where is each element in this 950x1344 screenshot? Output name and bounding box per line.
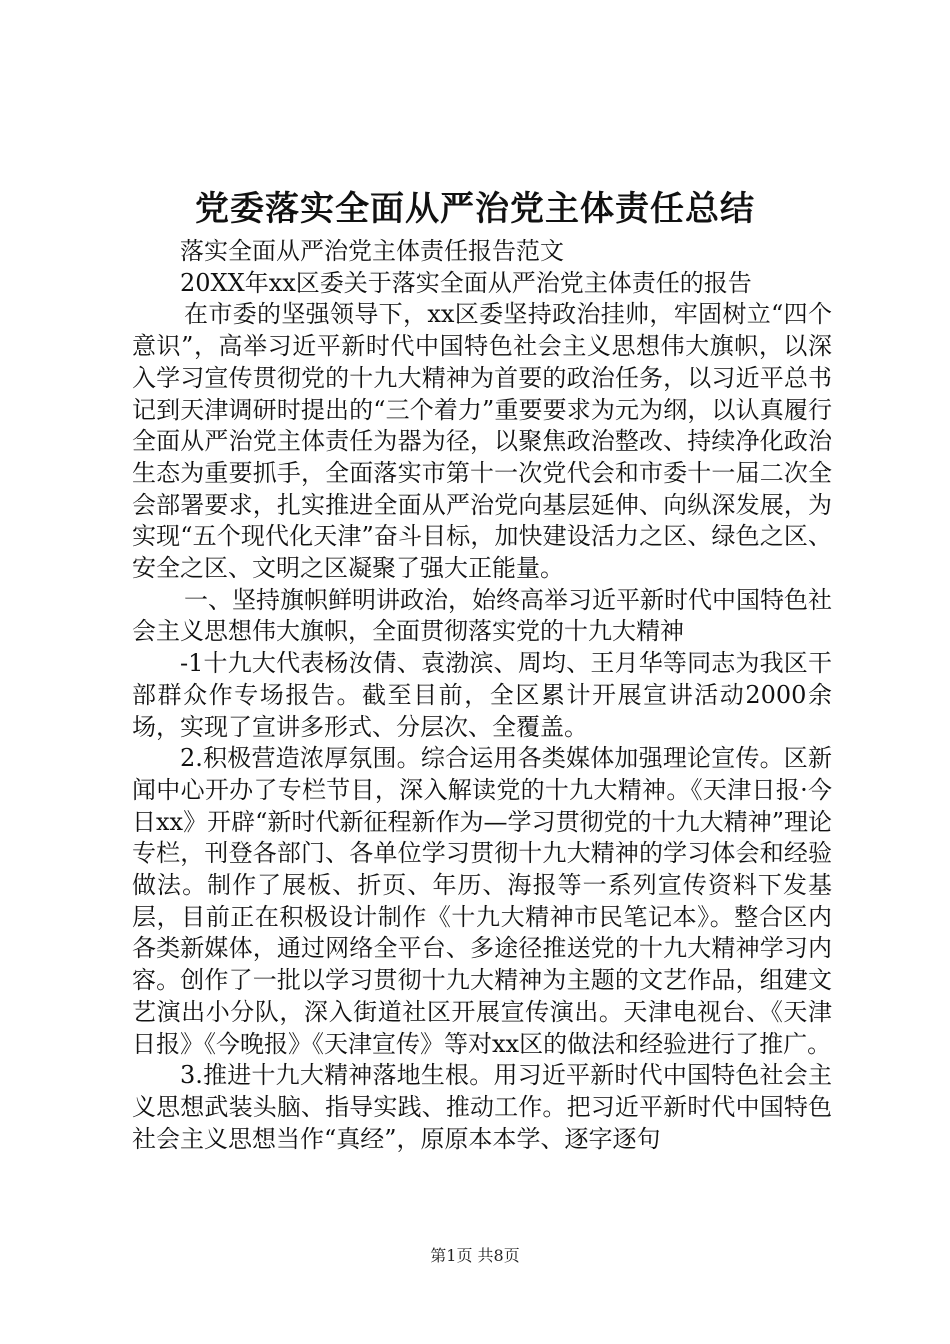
- document-title: 党委落实全面从严治党主体责任总结: [195, 189, 755, 229]
- paragraph-item-1: -1十九大代表杨汝倩、袁渤滨、周均、王月华等同志为我区干部群众作专场报告。截至目前，全区累计开展宣讲活动2000余场，实现了宣讲多形式、分层次、全覆盖。: [132, 649, 832, 741]
- paragraph-intro: 在市委的坚强领导下，xx区委坚持政治挂帅，牢固树立“四个意识”，高举习近平新时代中国特色社会主义思想伟大旗帜，以深入学习宣传贯彻党的十九大精神为首要的政治任务，以习近平总书记到天津调研时提出的“三个着力”重要要求为元为纲，以认真履行全面从严治党主体责任为器为径，以聚焦政治整改、持续净化政治生态为重要抓手，全面落实市第十一次党代会和市委十一届二次全会部署要求，扎实推进全面从严治党向基层延伸、向纵深发展，为实现“五个现代化天津”奋斗目标，加快建设活力之区、绿色之区、安全之区、文明之区凝聚了强大正能量。: [132, 300, 832, 583]
- paragraph-subtitle: 落实全面从严治党主体责任报告范文: [180, 237, 564, 265]
- paragraph-item-2: 2.积极营造浓厚氛围。综合运用各类媒体加强理论宣传。区新闻中心开办了专栏节目，深入解读党的十九大精神。《天津日报·今日xx》开辟“新时代新征程新作为—学习贯彻党的十九大精神”理论专栏，刊登各部门、各单位学习贯彻十九大精神的学习体会和经验做法。制作了展板、折页、年历、海报等一系列宣传资料下发基层，目前正在积极设计制作《十九大精神市民笔记本》。整合区内各类新媒体，通过网络全平台、多途径推送党的十九大精神学习内容。创作了一批以学习贯彻十九大精神为主题的文艺作品，组建文艺演出小分队，深入街道社区开展宣传演出。天津电视台、《天津日报》《今晚报》《天津宣传》等对xx区的做法和经验进行了推广。: [132, 744, 832, 1058]
- document-body: [132, 236, 832, 1155]
- paragraph-item-3: 3.推进十九大精神落地生根。用习近平新时代中国特色社会主义思想武装头脑、指导实践、推动工作。把习近平新时代中国特色社会主义思想当作“真经”，原原本本学、逐字逐句: [132, 1061, 832, 1153]
- paragraph-report-heading: 20XX年xx区委关于落实全面从严治党主体责任的报告: [180, 268, 752, 297]
- paragraph-section-one-heading: 一、坚持旗帜鲜明讲政治，始终高举习近平新时代中国特色社会主义思想伟大旗帜，全面贯彻落实党的十九大精神: [132, 585, 832, 646]
- page-footer: 第1页 共8页: [430, 1246, 520, 1265]
